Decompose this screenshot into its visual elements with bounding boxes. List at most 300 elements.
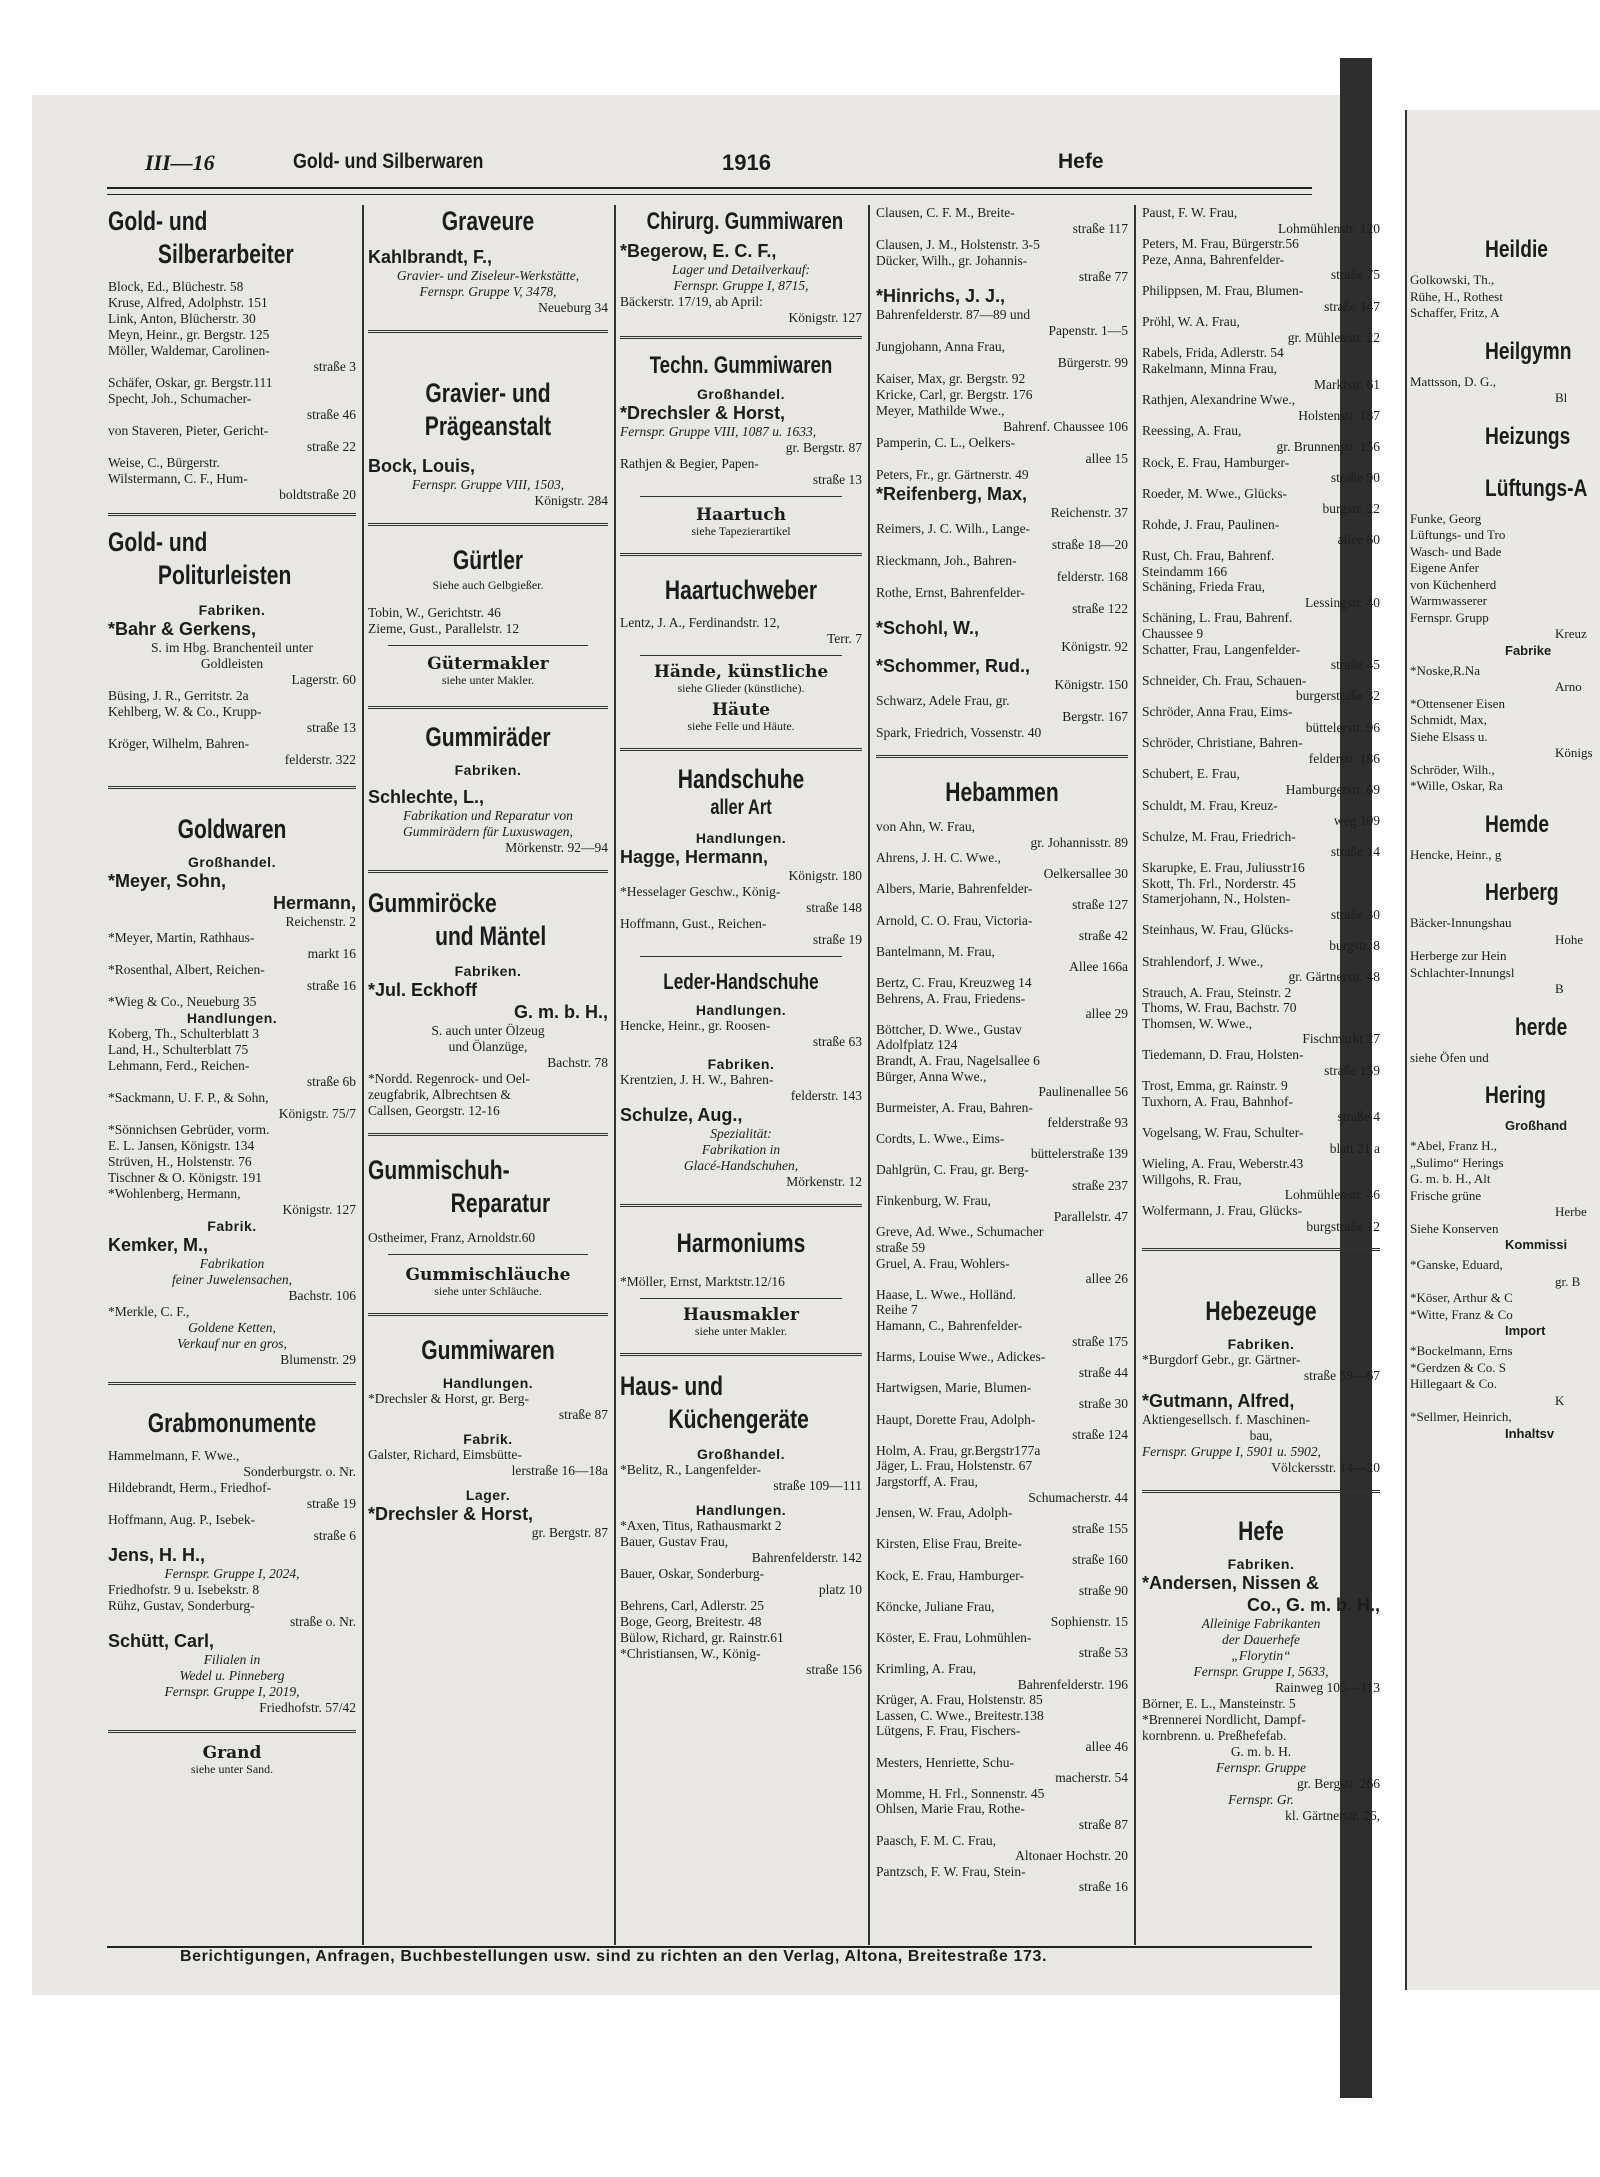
firm-gutmann: *Gutmann, Alfred,: [1142, 1391, 1295, 1412]
page-number: III—16: [145, 150, 215, 175]
entry-line: Koberg, Th., Schulterblatt 3: [108, 1026, 259, 1041]
entry-line: Callsen, Georgstr. 12-16: [368, 1103, 500, 1118]
entry-line: *Axen, Titus, Rathausmarkt 2: [620, 1518, 782, 1533]
entry-line: Bantelmann, M. Frau,: [876, 943, 995, 959]
entry-line: straße 127: [1072, 896, 1128, 912]
ref-haende: siehe Glieder (künstliche).: [677, 681, 805, 695]
entry-line: Weise, C., Bürgerstr.: [108, 455, 220, 470]
entry-line: Kirsten, Elise Frau, Breite-: [876, 1536, 1022, 1552]
entry-line: straße 45: [1330, 657, 1380, 673]
entry-line: *Sackmann, U. F. P., & Sohn,: [108, 1090, 269, 1105]
firm-begerow: *Begerow, E. C. F.,: [620, 241, 777, 261]
separator: [640, 1298, 842, 1299]
next-page-line: Eigene Anfer: [1410, 560, 1479, 575]
entry-line: Lehmann, Ferd., Reichen-: [108, 1058, 250, 1073]
next-page-line: *Ganske, Eduard,: [1410, 1257, 1503, 1272]
entry-line: gr. Gärtnerstr. 48: [1288, 969, 1380, 985]
next-page-line: Kreuz: [1555, 626, 1587, 641]
entry-line: Pröhl, W. A. Frau,: [1142, 314, 1240, 330]
entry-line: Königstr. 127: [282, 1202, 356, 1217]
entry-line: markt 16: [307, 946, 356, 961]
entry-line: gr. Bergstr. 266: [1296, 1776, 1380, 1792]
separator: [368, 1313, 608, 1316]
entry-line: zeugfabrik, Albrechtsen &: [368, 1087, 511, 1102]
entry-line: Königstr. 127: [788, 310, 862, 325]
subheading-fabrik: Fabrik.: [207, 1218, 257, 1234]
entry-line: Paust, F. W. Frau,: [1142, 205, 1238, 220]
entry-line: Sonderburgstr. o. Nr.: [243, 1464, 356, 1479]
entry-line: Marktstr. 61: [1314, 376, 1380, 392]
entry-line: Gummirädern für Luxuswagen,: [403, 824, 573, 839]
firm-schlechte: Schlechte, L.,: [368, 787, 485, 807]
next-page-line: Arno: [1555, 679, 1582, 694]
next-page-line: Heizungs: [1485, 422, 1571, 450]
list-hebezeuge-a: [1142, 1352, 1380, 1384]
next-page-line: von Küchenherd: [1410, 576, 1497, 592]
entry-line: Bäckerstr. 17/19, ab April:: [620, 294, 763, 309]
section-title: Gold- und Silberwaren: [293, 150, 484, 173]
entry-line: Bülow, Richard, gr. Rainstr.61: [620, 1630, 784, 1645]
heading-gummiroecke: Gummiröcke und Mäntel: [368, 888, 547, 951]
entry-line: Tischner & O. Königstr. 191: [108, 1170, 263, 1185]
entry-line: Bachstr. 106: [288, 1288, 356, 1303]
entry-line: Behrens, A. Frau, Friedens-: [876, 990, 1026, 1006]
list-goldwaren-fabrik: [108, 1256, 356, 1368]
subheading-handlungen: Handlungen.: [695, 1502, 787, 1518]
separator: [108, 513, 356, 516]
list-grab-jens: [108, 1566, 356, 1630]
entry-line: Strahlendorf, J. Wwe.,: [1142, 953, 1264, 969]
entry-line: Jungjohann, Anna Frau,: [876, 339, 1005, 354]
entry-line: Tiedemann, D. Frau, Holsten-: [1142, 1047, 1304, 1063]
entry-line: büttelerstr. 96: [1305, 719, 1380, 735]
entry-line: Dahlgrün, C. Frau, gr. Berg-: [876, 1162, 1029, 1178]
list-col4-d: [876, 677, 1128, 741]
heading-grabmonumente: Grabmonumente: [147, 1408, 317, 1438]
entry-line: *Merkle, C. F.,: [108, 1304, 190, 1319]
separator: [368, 330, 608, 333]
entry-line: Schäning, L. Frau, Bahrenf.: [1142, 610, 1293, 626]
entry-line: Haupt, Dorette Frau, Adolph-: [876, 1411, 1036, 1427]
entry-line: Böttcher, D. Wwe., Gustav: [876, 1021, 1022, 1037]
subheading-handlungen: Handlungen.: [186, 1010, 278, 1026]
heading-haeute: Häute: [711, 700, 771, 720]
entry-line: Schröder, Christiane, Bahren-: [1142, 735, 1303, 751]
list-col4-a: [876, 307, 1128, 483]
entry-line: straße 30: [1330, 906, 1380, 922]
entry-line: Lohmühlenstr. 120: [1278, 220, 1380, 236]
entry-line: Fernspr. Gruppe VIII, 1087 u. 1633,: [620, 424, 817, 439]
heading-haartuch: Haartuch: [696, 505, 786, 525]
list-leder-handlungen: [620, 1018, 862, 1050]
entry-line: straße 13: [812, 472, 862, 487]
entry-line: der Dauerhefe: [1221, 1632, 1301, 1648]
list-techn: [620, 424, 862, 488]
entry-line: *Sönnichsen Gebrüder, vorm.: [108, 1122, 270, 1137]
entry-line: Bürger, Anna Wwe.,: [876, 1068, 987, 1084]
entry-line: Specht, Joh., Schumacher-: [108, 391, 252, 406]
entry-line: Trost, Emma, gr. Rainstr. 9: [1142, 1078, 1288, 1094]
entry-line: Ahrens, J. H. C. Wwe.,: [876, 850, 1001, 866]
entry-line: Terr. 7: [826, 631, 862, 646]
column-2: [368, 205, 608, 1541]
heading-hebammen: Hebammen: [945, 777, 1059, 807]
separator: [620, 1353, 862, 1356]
entry-line: straße 6: [313, 1528, 356, 1543]
next-page-line: Lüftungs-A: [1485, 474, 1588, 502]
next-page-line: herde: [1515, 1013, 1568, 1041]
firm-reifenberg: *Reifenberg, Max,: [876, 484, 1028, 504]
next-page-line: Warmwasserer: [1410, 593, 1487, 608]
column-5: [1142, 205, 1380, 1824]
entry-line: Land, H., Schulterblatt 75: [108, 1042, 249, 1057]
entry-line: Aktiengesellsch. f. Maschinen-: [1142, 1412, 1310, 1428]
firm-andersen-nissen: *Andersen, Nissen & Co., G. m. b. H.,: [1142, 1573, 1380, 1616]
firm-schuett: Schütt, Carl,: [108, 1631, 215, 1651]
entry-line: Fernspr. Gruppe I, 5901 u. 5902,: [1142, 1444, 1321, 1460]
entry-line: straße 59—67: [1303, 1368, 1380, 1384]
list-hebammen: [876, 819, 1128, 1895]
entry-line: straße 156: [806, 1662, 862, 1677]
entry-line: Königstr. 75/7: [278, 1106, 356, 1121]
header-keyword: Hefe: [1058, 150, 1104, 173]
entry-line: Hencke, Heinr., gr. Roosen-: [620, 1018, 771, 1033]
heading-chirurg-gummiwaren: Chirurg. Gummiwaren: [646, 208, 844, 235]
entry-line: Kricke, Carl, gr. Bergstr. 176: [876, 387, 1033, 402]
list-hebammen-cont: [1142, 205, 1380, 1234]
list-praegeanstalt: [368, 477, 608, 509]
separator: [640, 956, 842, 957]
entry-line: Burmeister, A. Frau, Bahren-: [876, 1099, 1033, 1115]
entry-line: Arnold, C. O. Frau, Victoria-: [876, 912, 1033, 928]
entry-line: straße 75: [1330, 267, 1380, 283]
heading-gummiraeder: Gummiräder: [425, 722, 551, 752]
list-gummiraeder: [368, 808, 608, 856]
entry-line: Holm, A. Frau, gr.Bergstr177a: [876, 1442, 1041, 1458]
entry-line: Mörkenstr. 12: [786, 1174, 862, 1189]
heading-haende: Hände, künstliche: [653, 662, 829, 682]
list-gold-silberarbeiter: [108, 279, 356, 503]
entry-line: Thoms, W. Frau, Bachstr. 70: [1142, 1000, 1297, 1016]
entry-line: straße 148: [806, 900, 862, 915]
entry-line: Bahrenfelderstr. 87—89 und: [876, 307, 1031, 322]
entry-line: Verkauf nur en gros,: [177, 1336, 287, 1351]
footer-notice: Berichtigungen, Anfragen, Buchbestellungen usw. sind zu richten an den Verlag, Altona, Breitestraße 173.: [180, 1948, 1047, 1965]
next-page-line: *Sellmer, Heinrich,: [1410, 1409, 1512, 1424]
heading-hefe: Hefe: [1238, 1516, 1284, 1547]
next-page-line: siehe Öfen und: [1410, 1049, 1489, 1065]
entry-line: Kröger, Wilhelm, Bahren-: [108, 736, 250, 751]
entry-line: Behrens, Carl, Adlerstr. 25: [620, 1598, 764, 1613]
list-col4-c: [876, 639, 1128, 655]
entry-line: Neueburg 34: [538, 300, 608, 315]
entry-line: Spezialität:: [710, 1126, 772, 1141]
entry-line: Tuxhorn, A. Frau, Bahnhof-: [1142, 1093, 1294, 1109]
entry-line: allee 26: [1085, 1271, 1128, 1287]
next-page-line: *Gerdzen & Co. S: [1410, 1359, 1507, 1375]
entry-line: Mesters, Henriette, Schu-: [876, 1754, 1014, 1770]
next-page-line: Mattsson, D. G.,: [1410, 373, 1496, 389]
firm-schommer: *Schommer, Rud.,: [876, 656, 1031, 676]
entry-line: Jäger, L. Frau, Holstenstr. 67: [876, 1458, 1033, 1474]
entry-line: straße 16: [306, 978, 356, 993]
entry-line: Rothe, Ernst, Bahrenfelder-: [876, 585, 1025, 600]
next-page-line: G. m. b. H., Alt: [1410, 1171, 1491, 1186]
entry-line: Allee 166a: [1069, 959, 1128, 975]
entry-line: Fabrikation und Reparatur von: [403, 808, 573, 823]
entry-line: Krimling, A. Frau,: [876, 1661, 977, 1677]
entry-line: Gravier- und Ziseleur-Werkstätte,: [396, 268, 580, 283]
entry-line: G. m. b. H.: [1230, 1744, 1292, 1760]
separator: [368, 523, 608, 526]
entry-line: Albers, Marie, Bahrenfelder-: [876, 881, 1033, 897]
list-graveure: [368, 268, 608, 316]
entry-line: straße 19: [306, 1496, 356, 1511]
entry-line: straße 87: [1078, 1817, 1128, 1832]
next-page-line: *Köser, Arthur & C: [1410, 1290, 1513, 1305]
firm-drechsler-horst: *Drechsler & Horst,: [620, 403, 786, 423]
entry-line: burgerstraße 32: [1295, 688, 1380, 704]
next-page-line: Import: [1505, 1323, 1546, 1338]
subheading-handlungen: Handlungen.: [695, 1002, 787, 1018]
entry-line: Lohmühlenstr. 46: [1284, 1187, 1380, 1203]
entry-line: Meyer, Mathilde Wwe.,: [876, 403, 1005, 418]
entry-line: Rust, Ch. Frau, Bahrenf.: [1142, 548, 1275, 564]
entry-line: Mörkenstr. 92—94: [505, 840, 608, 855]
entry-line: Parallelstr. 47: [1053, 1208, 1128, 1224]
entry-line: Peters, M. Frau, Bürgerstr.56: [1142, 236, 1299, 252]
separator: [620, 553, 862, 556]
column-divider: [1134, 205, 1136, 1945]
entry-line: Wedel u. Pinneberg: [179, 1668, 285, 1683]
firm-meyer-sohn: *Meyer, Sohn, Hermann,: [108, 871, 356, 913]
entry-line: boldtstraße 20: [279, 487, 356, 502]
heading-praegeanstalt: Gravier- und Prägeanstalt: [424, 378, 552, 441]
firm-kahlbrandt: Kahlbrandt, F.,: [368, 247, 493, 267]
list-kueche-grosshandel: [620, 1462, 862, 1494]
entry-line: Kaiser, Max, gr. Bergstr. 92: [876, 371, 1026, 386]
entry-line: Königstr. 180: [788, 868, 862, 883]
entry-line: Fernspr. Gr.: [1228, 1792, 1294, 1808]
entry-line: straße 14: [1330, 844, 1380, 860]
next-page-line: Königs: [1555, 745, 1593, 760]
heading-techn-gummiwaren: Techn. Gummiwaren: [649, 352, 833, 379]
list-politurleisten: [108, 640, 356, 768]
firm-jens: Jens, H. H.,: [108, 1545, 206, 1565]
ref-guertler: Siehe auch Gelbgießer.: [432, 578, 544, 592]
entry-line: Blumenstr. 29: [280, 1352, 356, 1367]
next-page-line: gr. B: [1555, 1273, 1581, 1289]
column-divider: [868, 205, 870, 1945]
entry-line: Altonaer Hochstr. 20: [1015, 1848, 1128, 1864]
entry-line: Rock, E. Frau, Hamburger-: [1142, 454, 1290, 470]
separator: [368, 870, 608, 873]
entry-line: burgstr. 8: [1329, 937, 1380, 953]
entry-line: straße 44: [1078, 1364, 1128, 1380]
list-grab-schuett: [108, 1652, 356, 1716]
entry-line: Friedhofstr. 9 u. Isebekstr. 8: [108, 1582, 260, 1597]
entry-line: Hartwigsen, Marie, Blumen-: [876, 1380, 1032, 1396]
entry-line: kornbrenn. u. Preßhefefab.: [1142, 1728, 1287, 1744]
entry-line: Königstr. 150: [1054, 677, 1128, 692]
list-kueche-handlungen: [620, 1518, 862, 1678]
entry-line: Hammelmann, F. Wwe.,: [108, 1448, 240, 1463]
entry-line: Hamann, C., Bahrenfelder-: [876, 1318, 1023, 1333]
entry-line: „Florytin“: [1231, 1648, 1291, 1664]
ref-gummischlaeuche: siehe unter Schläuche.: [434, 1284, 542, 1298]
entry-line: *Wohlenberg, Hermann,: [108, 1186, 241, 1201]
entry-line: Paulinenallee 56: [1038, 1084, 1128, 1100]
ref-haartuch: siehe Tapezierartikel: [691, 524, 791, 538]
separator: [876, 755, 1128, 758]
entry-line: Paasch, F. M. C. Frau,: [876, 1832, 997, 1848]
entry-line: und Ölanzüge,: [448, 1039, 528, 1054]
list-gummiwaren-fabrik: [368, 1447, 608, 1479]
entry-line: burgstraße 12: [1306, 1218, 1380, 1234]
subheading-grosshandel: Großhandel.: [188, 854, 276, 870]
firm-hagge: Hagge, Hermann,: [620, 847, 769, 867]
entry-line: von Staveren, Pieter, Gericht-: [108, 423, 269, 438]
separator: [108, 786, 356, 789]
entry-line: feiner Juwelensachen,: [172, 1272, 292, 1287]
next-page-line: Rühe, H., Rothest: [1410, 288, 1503, 304]
entry-line: straße 18—20: [1051, 537, 1128, 552]
entry-line: Schulze, M. Frau, Friedrich-: [1142, 828, 1296, 844]
entry-line: Büsing, J. R., Gerritstr. 2a: [108, 688, 249, 703]
subheading-handlungen: Handlungen.: [695, 830, 787, 846]
entry-line: allee 60: [1337, 532, 1380, 548]
column-divider: [362, 205, 364, 1945]
heading-gummischuh: Gummischuh- Reparatur: [368, 1155, 551, 1218]
next-page-line: Inhaltsv: [1505, 1425, 1555, 1441]
ref-haeute: siehe Felle und Häute.: [687, 719, 795, 733]
entry-line: Rieckmann, Joh., Bahren-: [876, 553, 1017, 568]
next-page-line: Lüftungs- und Tro: [1410, 527, 1506, 542]
heading-harmoniums: Harmoniums: [676, 1228, 806, 1258]
next-page-line: *Abel, Franz H.,: [1410, 1138, 1498, 1153]
entry-line: Rabels, Frida, Adlerstr. 54: [1142, 345, 1284, 361]
entry-line: Thomsen, W. Wwe.,: [1142, 1015, 1252, 1031]
next-page-line: K: [1555, 1392, 1565, 1408]
subheading-handlungen: Handlungen.: [442, 1375, 534, 1391]
entry-line: felderstr. 186: [1308, 750, 1380, 766]
entry-line: Lagerstr. 60: [291, 672, 356, 687]
entry-line: Dücker, Wilh., gr. Johannis-: [876, 253, 1028, 268]
entry-line: *Burgdorf Gebr., gr. Gärtner-: [1142, 1352, 1301, 1368]
next-page-line: Funke, Georg: [1410, 510, 1482, 526]
entry-line: Hoffmann, Aug. P., Isebek-: [108, 1512, 256, 1527]
entry-line: burgstr. 22: [1322, 501, 1380, 517]
separator: [620, 1204, 862, 1207]
entry-line: Schröder, Anna Frau, Eims-: [1142, 704, 1293, 719]
next-page-line: *Bockelmann, Erns: [1410, 1343, 1513, 1358]
next-page-line: Siehe Konserven: [1410, 1220, 1499, 1236]
next-page-line: „Sulimo“ Herings: [1410, 1154, 1504, 1170]
entry-line: Rathjen, Alexandrine Wwe.,: [1142, 392, 1296, 408]
ref-grand: siehe unter Sand.: [190, 1762, 274, 1776]
heading-guertler: Gürtler: [452, 545, 524, 575]
heading-leder-handschuhe: Leder-Handschuhe: [663, 969, 819, 994]
subheading-grosshandel: Großhandel.: [697, 1446, 785, 1462]
list-guertler: [368, 605, 608, 637]
entry-line: Kock, E. Frau, Hamburger-: [876, 1567, 1024, 1583]
list-hebezeuge-b: [1142, 1412, 1380, 1476]
next-page-line: Heilgymn: [1485, 337, 1572, 365]
entry-line: gr. Johannisstr. 89: [1030, 834, 1128, 850]
entry-line: Fernspr. Gruppe I, 5633,: [1193, 1664, 1329, 1680]
entry-line: Fernspr. Gruppe I, 8715,: [673, 278, 809, 293]
heading-graveure: Graveure: [441, 206, 535, 236]
entry-line: straße 16: [1078, 1879, 1128, 1895]
entry-line: Finkenburg, W. Frau,: [876, 1193, 991, 1209]
entry-line: Fabrikation: [199, 1256, 265, 1271]
entry-line: Strauch, A. Frau, Steinstr. 2: [1142, 984, 1292, 1000]
separator: [108, 1382, 356, 1385]
entry-line: Fernspr. Gruppe I, 2024,: [164, 1566, 300, 1581]
entry-line: *Meyer, Martin, Rathhaus-: [108, 930, 255, 945]
entry-line: straße 13: [306, 720, 356, 735]
subheading-lager: Lager.: [465, 1487, 511, 1503]
entry-line: straße 19: [812, 932, 862, 947]
separator: [1142, 1490, 1380, 1493]
next-page-line: Hillegaart & Co.: [1410, 1376, 1498, 1391]
separator: [620, 748, 862, 751]
entry-line: Köster, E. Frau, Lohmühlen-: [876, 1629, 1032, 1645]
entry-line: Fischmarkt 27: [1302, 1031, 1380, 1047]
separator: [640, 496, 842, 497]
entry-line: Filialen in: [203, 1652, 261, 1667]
entry-line: Brandt, A. Frau, Nagelsallee 6: [876, 1052, 1040, 1068]
entry-line: Chaussee 9: [1142, 626, 1204, 642]
entry-line: allee 29: [1085, 1006, 1128, 1022]
entry-line: felderstr. 143: [790, 1088, 862, 1103]
entry-line: Schäfer, Oskar, gr. Bergstr.111: [108, 375, 273, 390]
next-page-line: Heildie: [1485, 236, 1548, 263]
entry-line: straße 59: [876, 1240, 926, 1256]
entry-line: allee 46: [1085, 1739, 1128, 1755]
entry-line: straße 87: [558, 1407, 608, 1422]
subheading-fabriken: Fabriken.: [1227, 1556, 1295, 1573]
firm-schohl: *Schohl, W.,: [876, 618, 980, 638]
entry-line: Haase, L. Wwe., Holländ.: [876, 1286, 1016, 1302]
entry-line: Lentz, J. A., Ferdinandstr. 12,: [620, 615, 780, 630]
heading-grand: Grand: [202, 1743, 262, 1763]
entry-line: platz 10: [818, 1582, 862, 1597]
list-harmoniums: [620, 1274, 862, 1290]
entry-line: *Brennerei Nordlicht, Dampf-: [1142, 1712, 1306, 1728]
entry-line: Fernspr. Gruppe VIII, 1503,: [411, 477, 565, 492]
separator: [368, 1133, 608, 1136]
column-4: [876, 205, 1128, 1895]
entry-line: straße 147: [1324, 298, 1380, 314]
entry-line: Steindamm 166: [1142, 563, 1228, 579]
entry-line: Lassen, C. Wwe., Breitestr.138: [876, 1707, 1044, 1723]
separator: [368, 706, 608, 709]
heading-gummiwaren: Gummiwaren: [421, 1335, 555, 1365]
entry-line: straße 90: [1078, 1583, 1128, 1599]
entry-line: Link, Anton, Blücherstr. 30: [108, 311, 256, 326]
entry-line: Kruse, Alfred, Adolphstr. 151: [108, 295, 268, 310]
entry-line: *Christiansen, W., König-: [620, 1646, 761, 1661]
entry-line: straße 46: [306, 407, 356, 422]
entry-line: Krentzien, J. H. W., Bahren-: [620, 1072, 774, 1087]
entry-line: Sophienstr. 15: [1050, 1614, 1128, 1630]
list-col4-b: [876, 505, 1128, 617]
entry-line: büttelerstraße 139: [1030, 1146, 1128, 1162]
entry-line: Krüger, A. Frau, Holstenstr. 85: [876, 1692, 1043, 1708]
entry-line: Königstr. 284: [534, 493, 608, 508]
subheading-grosshandel: Großhandel.: [697, 386, 785, 402]
